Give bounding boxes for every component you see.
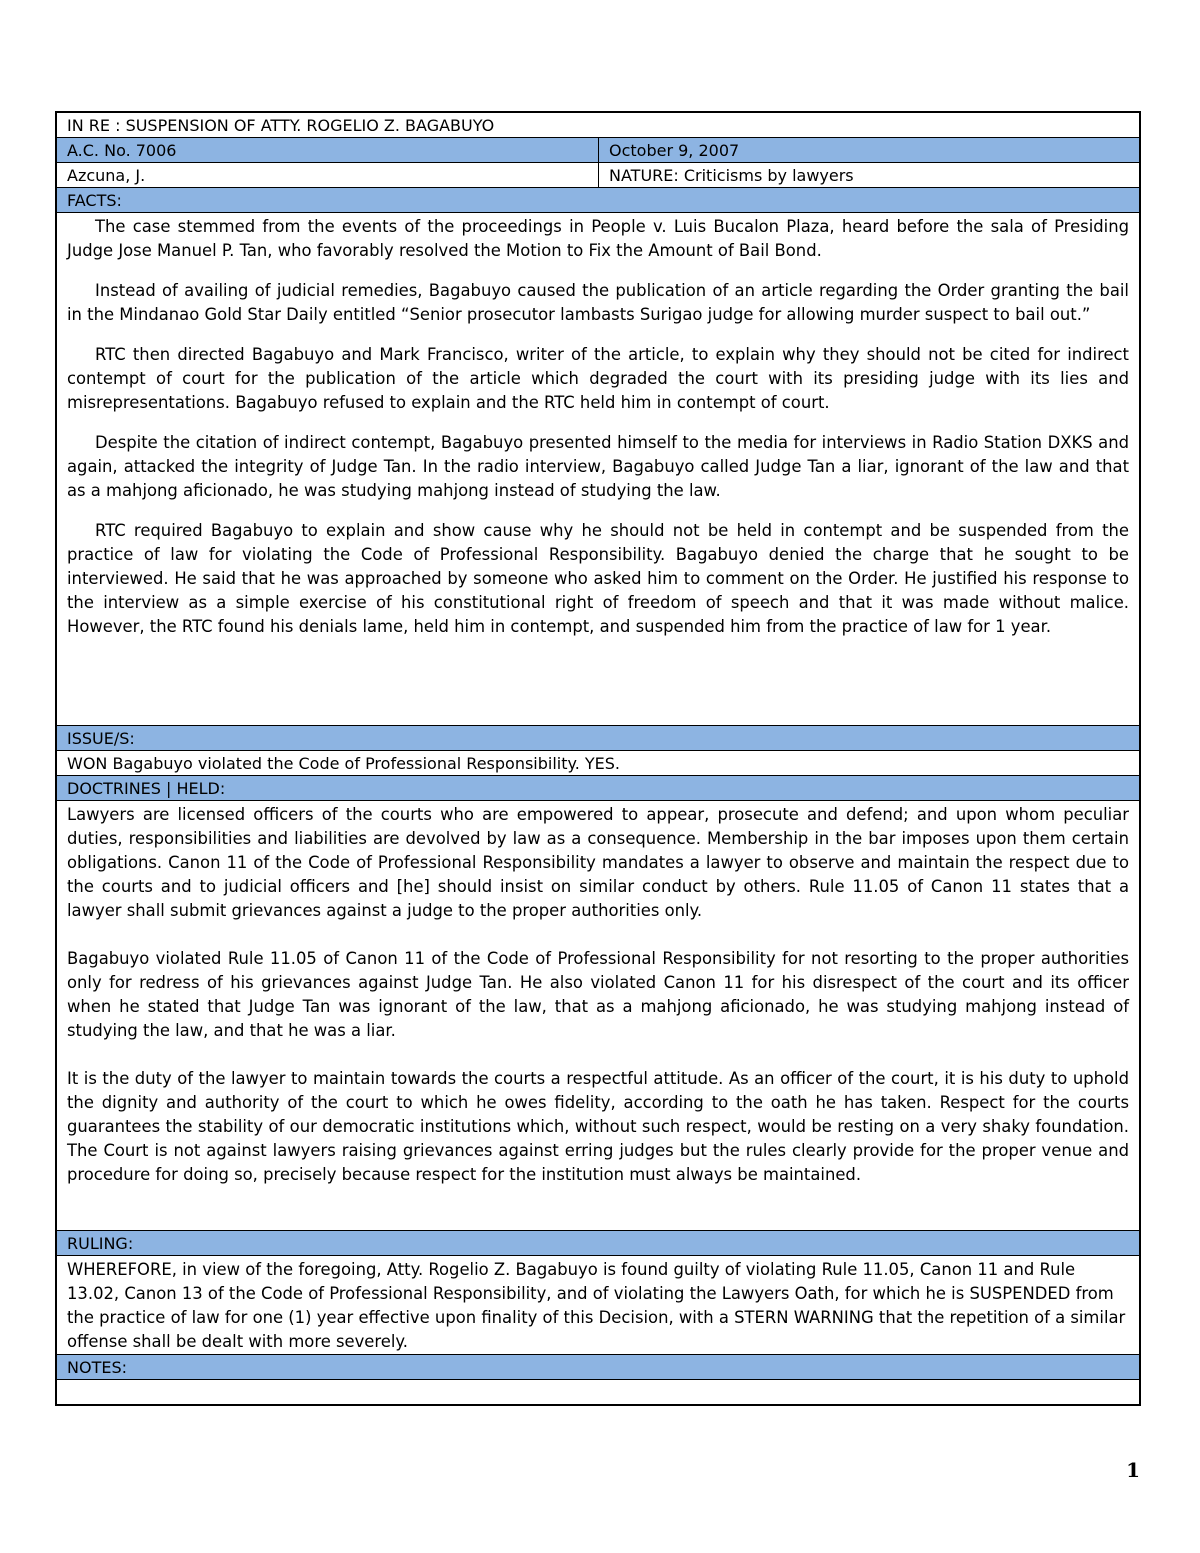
title-row [57, 113, 1139, 138]
case-date: October 9, 2007 [609, 141, 740, 160]
held-paragraph: It is the duty of the lawyer to maintain towards the courts a respectful attitude. As an officer of the court, it is his duty to uphold the dignity and authority of the court to which he owes fidelity, according to the oath he has taken. Respect for the courts guarantees the stability of our democratic institutions which, without such respect, would be resting on a very shaky foundation. The Court is not against lawyers raising grievances against erring judges but the rules clearly provide for the proper venue and procedure for doing so, precisely because respect for the institution must always be maintained. [67, 1069, 1129, 1184]
facts-paragraph: RTC then directed Bagabuyo and Mark Francisco, writer of the article, to explain why they should not be cited for indirect contempt of court for the publication of the article which degraded the court with its presiding judge with its lies and misrepresentations. Bagabuyo refused to explain and the RTC held him in contempt of court. [67, 345, 1129, 412]
ponente: Azcuna, J. [57, 163, 599, 187]
facts-label: FACTS: [67, 191, 122, 210]
facts-paragraph: RTC required Bagabuyo to explain and show cause why he should not be held in contempt and be suspended from the practice of law for violating the Code of Professional Responsibility. Bagabuyo denied the charge that he sought to be interviewed. He said that he was approached by someone who asked him to comment on the Order. He justified his response to the interview as a simple exercise of his constitutional right of freedom of speech and that it was made without malice. However, the RTC found his denials lame, held him in contempt, and suspended him from the practice of law for 1 year. [67, 521, 1129, 636]
facts-header-row [57, 188, 1139, 213]
facts-body [57, 213, 1139, 725]
facts-paragraph: Despite the citation of indirect contempt, Bagabuyo presented himself to the media for interviews in Radio Station DXKS and again, attacked the integrity of Judge Tan. In the radio interview, Bagabuyo called Judge Tan a liar, ignorant of the law and that as a mahjong aficionado, he was studying mahjong instead of studying the law. [67, 433, 1129, 500]
facts-paragraph: Instead of availing of judicial remedies, Bagabuyo caused the publication of an article regarding the Order granting the bail in the Mindanao Gold Star Daily entitled “Senior prosecutor lambasts Surigao judge for allowing murder suspect to bail out.” [67, 281, 1129, 324]
facts-body-row [57, 213, 1139, 726]
case-nature: NATURE: Criticisms by lawyers [609, 166, 854, 185]
held-paragraph: Bagabuyo violated Rule 11.05 of Canon 11 of the Code of Professional Responsibility for not resorting to the proper authorities only for redress of his grievances against Judge Tan. He also violated Canon 11 for his disrespect of the court and its officer when he stated that Judge Tan was ignorant of the law, that as a mahjong aficionado, he was studying mahjong instead of studying the law, and that he was a liar. [67, 949, 1129, 1040]
notes-header-row [57, 1355, 1139, 1380]
issues-header-row [57, 726, 1139, 751]
issues-text: WON Bagabuyo violated the Code of Professional Responsibility. YES. [67, 754, 620, 773]
ruling-header-row [57, 1231, 1139, 1256]
case-title: IN RE : SUSPENSION OF ATTY. ROGELIO Z. BAGABUYO [67, 116, 495, 135]
issues-label: ISSUE/S: [67, 729, 135, 748]
held-body-row [57, 801, 1139, 1231]
held-header-row [57, 776, 1139, 801]
notes-text [57, 1380, 1139, 1404]
case-number-row [57, 138, 1139, 163]
held-paragraph: Lawyers are licensed officers of the courts who are empowered to appear, prosecute and defend; and upon whom peculiar duties, responsibilities and liabilities are devolved by law as a consequence. Membership in the bar imposes upon them certain obligations. Canon 11 of the Code of Professional Responsibility mandates a lawyer to observe and maintain the respect due to the courts and to judicial officers and [he] should insist on similar conduct by others. Rule 11.05 of Canon 11 states that a lawyer shall submit grievances against a judge to the proper authorities only. [67, 805, 1129, 920]
notes-body-row [57, 1380, 1139, 1404]
issues-body-row [57, 751, 1139, 776]
ruling-text: WHEREFORE, in view of the foregoing, Atty. Rogelio Z. Bagabuyo is found guilty of violating Rule 11.05, Canon 11 and Rule 13.02, Canon 13 of the Code of Professional Responsibility, and of violating the Lawyers Oath, for which he is SUSPENDED from the practice of law for one (1) year effective upon finality of this Decision, with a STERN WARNING that the repetition of a similar offense shall be dealt with more severely. [67, 1260, 1126, 1351]
case-number: A.C. No. 7006 [57, 138, 599, 162]
facts-paragraph: The case stemmed from the events of the proceedings in People v. Luis Bucalon Plaza, heard before the sala of Presiding Judge Jose Manuel P. Tan, who favorably resolved the Motion to Fix the Amount of Bail Bond. [67, 217, 1129, 260]
held-label: DOCTRINES | HELD: [67, 779, 226, 798]
ruling-label: RULING: [67, 1234, 134, 1253]
held-body [57, 801, 1139, 1230]
notes-label: NOTES: [67, 1358, 127, 1377]
ruling-body-row [57, 1256, 1139, 1355]
page-number: 1 [1126, 1458, 1140, 1482]
ponente-row [57, 163, 1139, 188]
case-digest-table [55, 111, 1141, 1406]
